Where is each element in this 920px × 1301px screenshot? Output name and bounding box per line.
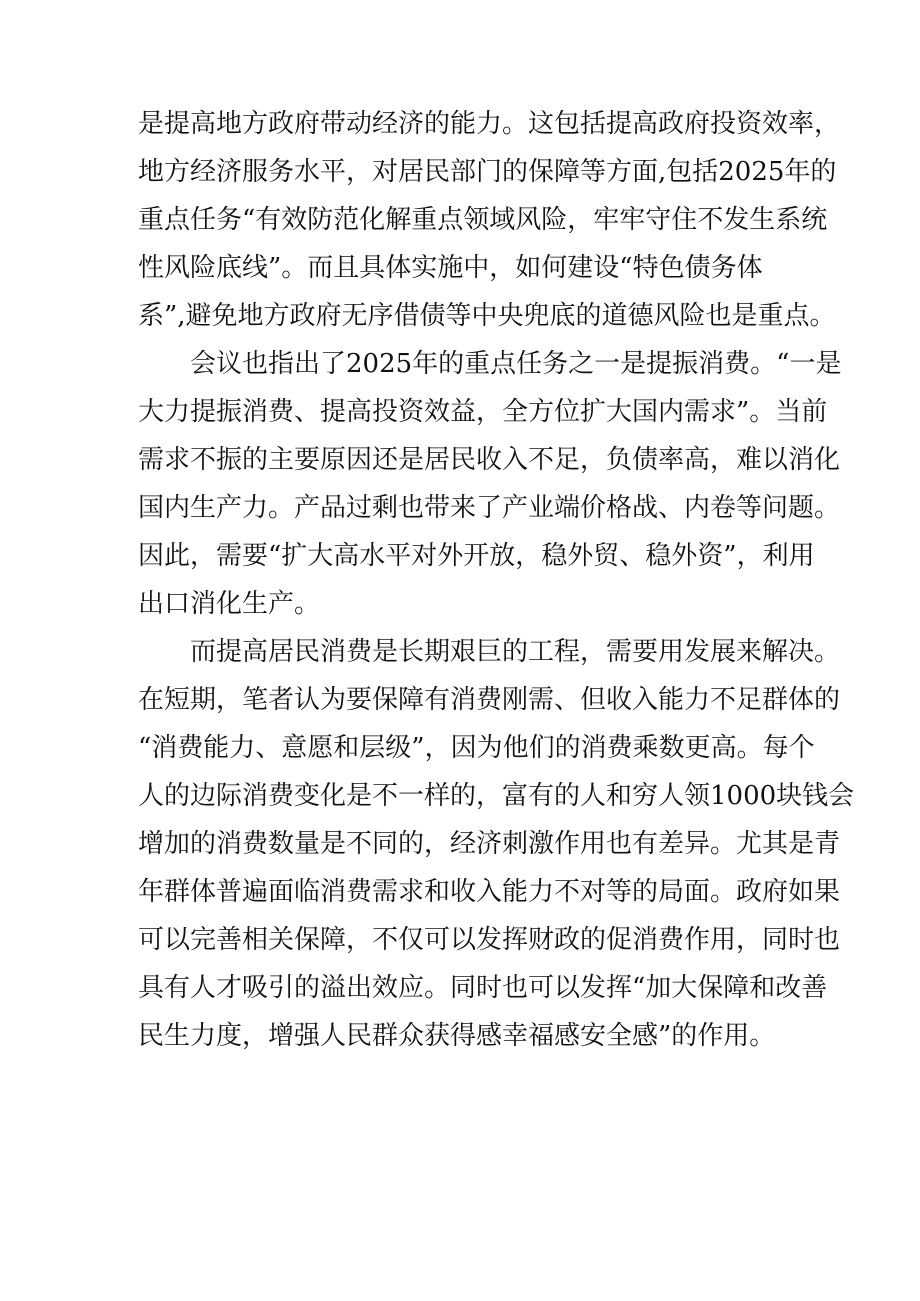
text-line: 出口消化生产。 [138, 589, 321, 619]
text-line: 因此，需要“扩大高水平对外开放，稳外贸、稳外资”，利用 [138, 541, 815, 571]
text-line: 增加的消费数量是不同的，经济刺激作用也有差异。尤其是青 [138, 829, 841, 859]
text-line: 需求不振的主要原因还是居民收入不足，负债率高，难以消化 [138, 445, 841, 475]
text-line: 大力提振消费、提高投资效益，全方位扩大国内需求”。当前 [138, 397, 828, 427]
text-line: 人的边际消费变化是不一样的，富有的人和穷人领1000块钱会 [138, 781, 855, 811]
text-line: 会议也指出了2025年的重点任务之一是提振消费。“一是 [190, 349, 842, 379]
text-line: 地方经济服务水平，对居民部门的保障等方面,包括2025年的 [138, 157, 837, 187]
text-line: 具有人才吸引的溢出效应。同时也可以发挥“加大保障和改善 [138, 973, 828, 1003]
text-line: 民生力度，增强人民群众获得感幸福感安全感”的作用。 [138, 1021, 776, 1051]
paragraph-2 [138, 340, 842, 628]
paragraph-3 [138, 628, 855, 1060]
text-line: 可以完善相关保障，不仅可以发挥财政的促消费作用，同时也 [138, 925, 841, 955]
text-line: 系”,避免地方政府无序借债等中央兜底的道德风险也是重点。 [138, 301, 836, 331]
text-line: 性风险底线”。而且具体实施中，如何建设“特色债务体 [138, 253, 763, 283]
text-line: 在短期，笔者认为要保障有消费刚需、但收入能力不足群体的 [138, 685, 841, 715]
text-line: 重点任务“有效防范化解重点领域风险，牢牢守住不发生系统 [138, 205, 828, 235]
text-line: “消费能力、意愿和层级”，因为他们的消费乘数更高。每个 [138, 733, 815, 763]
text-line: 而提高居民消费是长期艰巨的工程，需要用发展来解决。 [190, 637, 841, 667]
document-body [138, 100, 855, 1060]
text-line: 国内生产力。产品过剩也带来了产业端价格战、内卷等问题。 [138, 493, 841, 523]
text-line: 是提高地方政府带动经济的能力。这包括提高政府投资效率， [138, 109, 841, 139]
paragraph-1 [138, 100, 841, 340]
text-line: 年群体普遍面临消费需求和收入能力不对等的局面。政府如果 [138, 877, 841, 907]
